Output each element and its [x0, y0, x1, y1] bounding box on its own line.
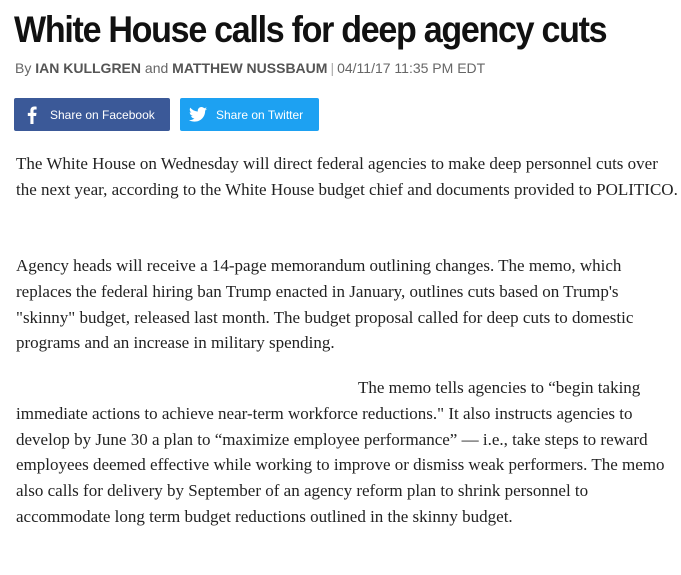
- twitter-bird-icon: [180, 98, 216, 131]
- article-paragraph-2: Agency heads will receive a 14-page memorandum outlining changes. The memo, which replaces the federal hiring ban Trump enacted in January, outlines cuts based on Trump's "skinny" budget, released last month. The budget proposal called for deep cuts to domestic programs and an increase in military spending.: [16, 256, 634, 353]
- byline: [15, 58, 485, 78]
- timestamp: 04/11/17 11:35 PM EDT: [337, 60, 486, 76]
- facebook-icon: [14, 98, 50, 131]
- byline-prefix: By: [15, 60, 32, 76]
- article-headline: White House calls for deep agency cuts: [14, 9, 607, 50]
- byline-separator: |: [330, 60, 335, 76]
- article-paragraph-3-text: The memo tells agencies to “begin taking immediate actions to achieve near-term workforce reductions." It also instructs agencies to develop by June 30 a plan to “maximize employee performance” — i.e., take steps to reward employees deemed effective while working to improve or dismiss weak performers. The memo also calls for delivery by September of an agency reform plan to shrink personnel to accommodate long term budget reductions outlined in the skinny budget.: [16, 378, 665, 526]
- article-paragraph-1: The White House on Wednesday will direct federal agencies to make deep personnel cuts over the next year, according to the White House budget chief and documents provided to POLITICO.: [16, 154, 678, 199]
- article-paragraph-3: [16, 375, 681, 530]
- share-twitter-button[interactable]: [180, 98, 319, 131]
- share-twitter-label: Share on Twitter: [216, 107, 304, 122]
- author-link-1[interactable]: IAN KULLGREN: [35, 60, 142, 76]
- share-facebook-button[interactable]: [14, 98, 170, 131]
- share-facebook-label: Share on Facebook: [50, 107, 155, 122]
- author-link-2[interactable]: MATTHEW NUSSBAUM: [172, 60, 328, 76]
- byline-conjunction: and: [144, 60, 169, 76]
